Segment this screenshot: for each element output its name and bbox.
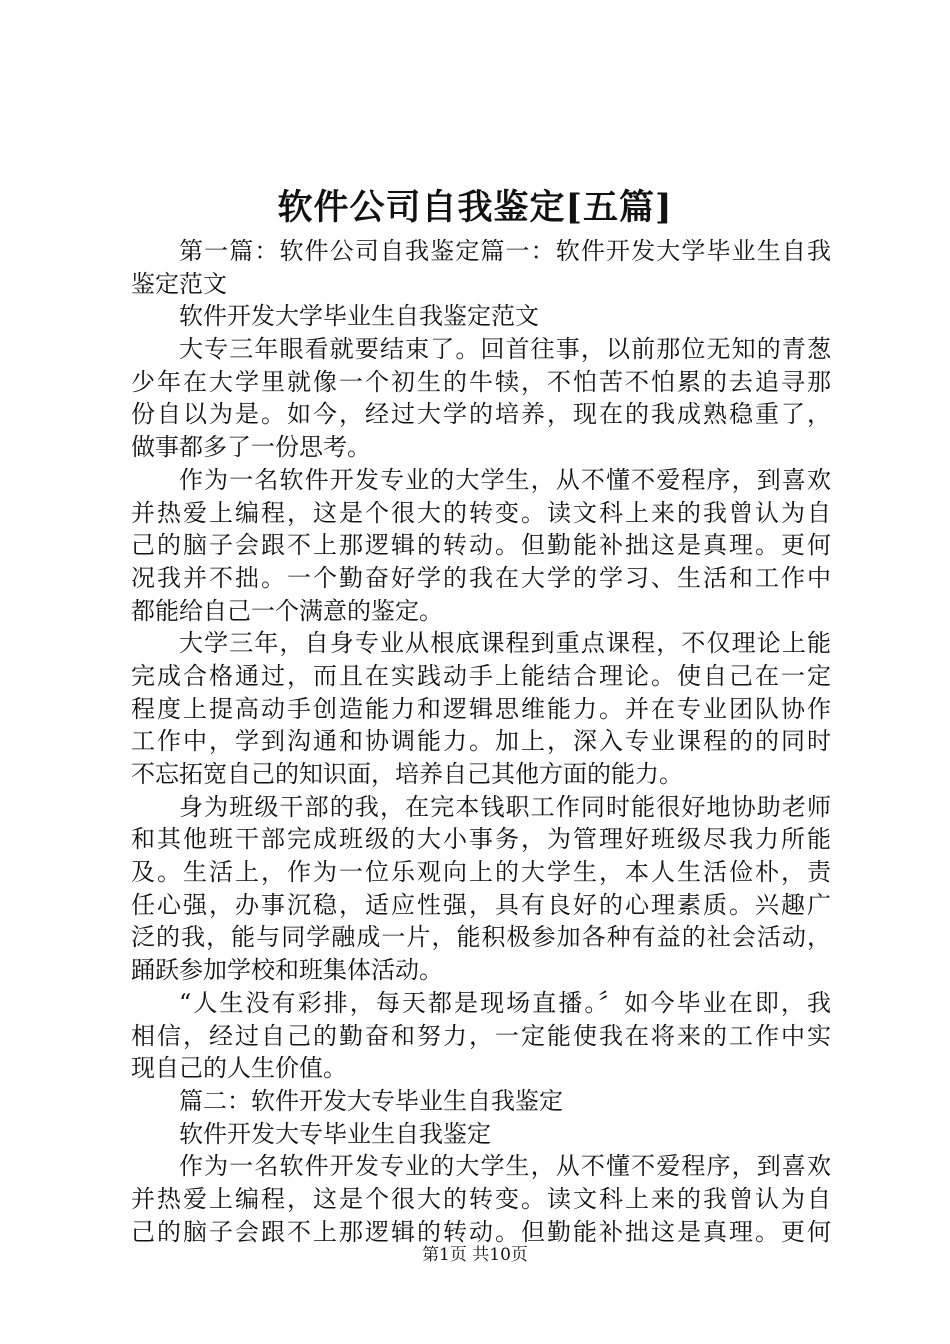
document-title: 软件公司自我鉴定[五篇] [277, 187, 673, 228]
text-line: 程度上提高动手创造能力和逻辑思维能力。并在专业团队协作 [131, 694, 831, 723]
text-line: 软件开发大专毕业生自我鉴定 [179, 1119, 491, 1148]
text-line: 己的脑子会跟不上那逻辑的转动。但勤能补拙这是真理。更何 [131, 1217, 831, 1246]
text-line: “人生没有彩排，每天都是现场直播。〞如今毕业在即，我 [179, 988, 831, 1017]
text-line: 篇二：软件开发大专毕业生自我鉴定 [179, 1086, 563, 1115]
document-body [131, 235, 831, 1248]
text-line: 现自己的人生价值。 [131, 1054, 347, 1083]
text-line: 都能给自己一个满意的鉴定。 [131, 596, 443, 625]
text-line: 身为班级干部的我，在完本钱职工作同时能很好地协助老师 [179, 792, 831, 821]
text-line: 完成合格通过，而且在实践动手上能结合理论。使自己在一定 [131, 661, 831, 690]
text-line: 工作中，学到沟通和协调能力。加上，深入专业课程的的同时 [131, 727, 831, 756]
text-line: 大专三年眼看就要结束了。回首往事，以前那位无知的青葱 [179, 335, 831, 364]
text-line: 作为一名软件开发专业的大学生，从不懂不爱程序，到喜欢 [179, 465, 831, 494]
text-line: 大学三年，自身专业从根底课程到重点课程，不仅理论上能 [179, 629, 831, 658]
text-line: 份自以为是。如今，经过大学的培养，现在的我成熟稳重了， [131, 400, 831, 429]
text-line: 第一篇：软件公司自我鉴定篇一：软件开发大学毕业生自我 [179, 237, 831, 265]
page-footer: 第1页 共10页 [422, 1245, 528, 1265]
text-line: 并热爱上编程，这是个很大的转变。读文科上来的我曾认为自 [131, 1184, 831, 1213]
text-line: 己的脑子会跟不上那逻辑的转动。但勤能补拙这是真理。更何 [131, 531, 831, 560]
text-line: 泛的我，能与同学融成一片，能积极参加各种有益的社会活动， [131, 923, 831, 952]
text-line: 软件开发大学毕业生自我鉴定范文 [179, 302, 539, 331]
text-line: 作为一名软件开发专业的大学生，从不懂不爱程序，到喜欢 [179, 1152, 831, 1181]
text-line: 少年在大学里就像一个初生的牛犊，不怕苦不怕累的去追寻那 [131, 367, 831, 396]
text-line: 和其他班干部完成班级的大小事务，为管理好班级尽我力所能 [131, 825, 831, 854]
text-line: 相信，经过自己的勤奋和努力，一定能使我在将来的工作中实 [131, 1021, 831, 1050]
text-line: 不忘拓宽自己的知识面，培养自己其他方面的能力。 [131, 760, 683, 788]
text-line: 并热爱上编程，这是个很大的转变。读文科上来的我曾认为自 [131, 498, 831, 527]
text-line: 踊跃参加学校和班集体活动。 [131, 956, 443, 985]
text-line: 鉴定范文 [131, 269, 227, 298]
text-line: 做事都多了一份思考。 [131, 433, 371, 462]
text-line: 及。生活上，作为一位乐观向上的大学生，本人生活俭朴，责 [131, 858, 831, 887]
text-line: 任心强，办事沉稳，适应性强，具有良好的心理素质。兴趣广 [131, 890, 831, 919]
text-line: 况我并不拙。一个勤奋好学的我在大学的学习、生活和工作中 [131, 563, 831, 592]
